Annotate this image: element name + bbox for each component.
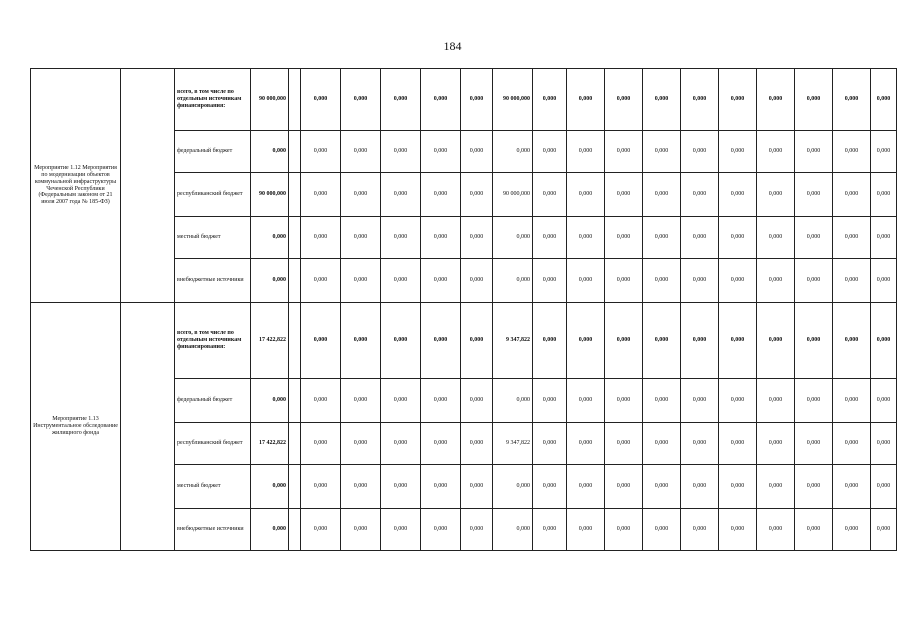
amount-cell: 0,000	[871, 131, 897, 173]
amount-cell: 0,000	[567, 173, 605, 217]
table-body	[31, 69, 905, 551]
amount-cell: 0,000	[461, 69, 493, 131]
amount-cell: 0,000	[493, 259, 533, 303]
amount-cell: 0,000	[795, 465, 833, 509]
narrow-cell	[289, 465, 301, 509]
amount-cell: 0,000	[421, 465, 461, 509]
amount-cell: 0,000	[533, 131, 567, 173]
amount-cell: 0,000	[301, 509, 341, 551]
amount-cell: 0,000	[871, 303, 897, 379]
total-amount: 0,000	[251, 259, 289, 303]
funding-source: всего, в том числе по отдельным источникам финансирования:	[175, 303, 251, 379]
amount-cell: 0,000	[605, 131, 643, 173]
amount-cell: 0,000	[301, 69, 341, 131]
amount-cell: 0,000	[493, 379, 533, 423]
amount-cell: 0,000	[421, 379, 461, 423]
amount-cell: 0,000	[605, 69, 643, 131]
amount-cell: 0,000	[301, 131, 341, 173]
executor-cell	[121, 69, 175, 303]
amount-cell: 0,000	[757, 69, 795, 131]
funding-source: республиканский бюджет	[175, 423, 251, 465]
total-amount: 0,000	[251, 217, 289, 259]
page-number: 184	[443, 39, 462, 53]
amount-cell: 0,000	[833, 131, 871, 173]
amount-cell: 0,000	[567, 509, 605, 551]
funding-source: федеральный бюджет	[175, 131, 251, 173]
amount-cell: 0,000	[833, 423, 871, 465]
budget-table	[30, 68, 905, 551]
funding-source: внебюджетные источники	[175, 259, 251, 303]
amount-cell: 0,000	[567, 465, 605, 509]
amount-cell: 0,000	[567, 69, 605, 131]
amount-cell: 0,000	[381, 303, 421, 379]
amount-cell: 0,000	[719, 131, 757, 173]
amount-cell: 0,000	[643, 379, 681, 423]
narrow-cell	[289, 69, 301, 131]
funding-source: федеральный бюджет	[175, 379, 251, 423]
amount-cell: 0,000	[795, 509, 833, 551]
amount-cell: 0,000	[301, 259, 341, 303]
event-name: Мероприятие 1.12 Мероприятия по модернизации объектов коммунальной инфраструктуры Чеченской Республики (Федеральным законом от 21 июля 2007 года № 185-ФЗ)	[31, 69, 121, 303]
amount-cell: 0,000	[757, 217, 795, 259]
amount-cell: 0,000	[381, 465, 421, 509]
amount-cell: 9 347,822	[493, 303, 533, 379]
amount-cell: 0,000	[381, 259, 421, 303]
amount-cell: 0,000	[421, 509, 461, 551]
amount-cell: 0,000	[795, 131, 833, 173]
amount-cell: 0,000	[567, 217, 605, 259]
amount-cell: 0,000	[493, 131, 533, 173]
amount-cell: 0,000	[301, 173, 341, 217]
amount-cell: 0,000	[643, 69, 681, 131]
total-amount: 0,000	[251, 509, 289, 551]
total-amount: 0,000	[251, 465, 289, 509]
amount-cell: 0,000	[533, 465, 567, 509]
amount-cell: 0,000	[421, 303, 461, 379]
amount-cell: 0,000	[381, 131, 421, 173]
amount-cell: 0,000	[643, 303, 681, 379]
amount-cell: 0,000	[605, 173, 643, 217]
total-amount: 0,000	[251, 379, 289, 423]
amount-cell: 0,000	[605, 303, 643, 379]
amount-cell: 0,000	[833, 379, 871, 423]
amount-cell: 0,000	[341, 131, 381, 173]
amount-cell: 0,000	[643, 423, 681, 465]
executor-cell	[121, 303, 175, 551]
amount-cell: 0,000	[795, 69, 833, 131]
amount-cell: 0,000	[871, 69, 897, 131]
amount-cell: 0,000	[461, 423, 493, 465]
narrow-cell	[289, 131, 301, 173]
amount-cell: 0,000	[719, 423, 757, 465]
amount-cell: 0,000	[643, 509, 681, 551]
amount-cell: 0,000	[871, 173, 897, 217]
amount-cell: 0,000	[643, 217, 681, 259]
amount-cell: 0,000	[381, 379, 421, 423]
amount-cell: 0,000	[605, 465, 643, 509]
funding-source: местный бюджет	[175, 465, 251, 509]
amount-cell: 0,000	[533, 69, 567, 131]
amount-cell: 0,000	[381, 217, 421, 259]
amount-cell: 0,000	[461, 259, 493, 303]
funding-source: местный бюджет	[175, 217, 251, 259]
amount-cell: 0,000	[719, 465, 757, 509]
amount-cell: 0,000	[795, 217, 833, 259]
amount-cell: 0,000	[795, 303, 833, 379]
amount-cell: 0,000	[681, 259, 719, 303]
amount-cell: 0,000	[719, 379, 757, 423]
amount-cell: 0,000	[493, 217, 533, 259]
amount-cell: 0,000	[833, 259, 871, 303]
amount-cell: 0,000	[493, 465, 533, 509]
amount-cell: 0,000	[421, 131, 461, 173]
amount-cell: 0,000	[681, 465, 719, 509]
amount-cell: 0,000	[421, 259, 461, 303]
amount-cell: 0,000	[757, 379, 795, 423]
amount-cell: 90 000,000	[493, 69, 533, 131]
amount-cell: 0,000	[461, 509, 493, 551]
amount-cell: 0,000	[533, 173, 567, 217]
amount-cell: 0,000	[757, 509, 795, 551]
amount-cell: 0,000	[461, 303, 493, 379]
amount-cell: 0,000	[757, 131, 795, 173]
amount-cell: 0,000	[681, 131, 719, 173]
amount-cell: 0,000	[605, 509, 643, 551]
amount-cell: 0,000	[461, 173, 493, 217]
narrow-cell	[289, 173, 301, 217]
amount-cell: 90 000,000	[493, 173, 533, 217]
amount-cell: 0,000	[833, 509, 871, 551]
narrow-cell	[289, 379, 301, 423]
amount-cell: 0,000	[567, 379, 605, 423]
amount-cell: 0,000	[341, 69, 381, 131]
amount-cell: 0,000	[643, 173, 681, 217]
amount-cell: 0,000	[643, 465, 681, 509]
amount-cell: 0,000	[719, 303, 757, 379]
amount-cell: 0,000	[341, 259, 381, 303]
amount-cell: 0,000	[567, 303, 605, 379]
total-amount: 17 422,822	[251, 423, 289, 465]
amount-cell: 0,000	[461, 217, 493, 259]
total-amount: 90 000,000	[251, 69, 289, 131]
amount-cell: 0,000	[871, 379, 897, 423]
amount-cell: 0,000	[833, 303, 871, 379]
narrow-cell	[289, 259, 301, 303]
amount-cell: 0,000	[757, 303, 795, 379]
narrow-cell	[289, 303, 301, 379]
narrow-cell	[289, 423, 301, 465]
amount-cell: 0,000	[871, 465, 897, 509]
narrow-cell	[289, 509, 301, 551]
amount-cell: 0,000	[301, 303, 341, 379]
amount-cell: 0,000	[421, 423, 461, 465]
amount-cell: 0,000	[795, 423, 833, 465]
amount-cell: 0,000	[681, 423, 719, 465]
amount-cell: 0,000	[757, 259, 795, 303]
amount-cell: 0,000	[681, 69, 719, 131]
funding-source: республиканский бюджет	[175, 173, 251, 217]
amount-cell: 0,000	[381, 423, 421, 465]
amount-cell: 0,000	[301, 217, 341, 259]
amount-cell: 0,000	[681, 509, 719, 551]
event-name: Мероприятие 1.13 Инструментальное обследование жилищного фонда	[31, 303, 121, 551]
amount-cell: 0,000	[493, 509, 533, 551]
amount-cell: 0,000	[341, 423, 381, 465]
amount-cell: 0,000	[643, 259, 681, 303]
table-row	[31, 69, 905, 131]
amount-cell: 0,000	[421, 69, 461, 131]
amount-cell: 0,000	[533, 259, 567, 303]
amount-cell: 0,000	[681, 173, 719, 217]
amount-cell: 0,000	[643, 131, 681, 173]
amount-cell: 0,000	[833, 465, 871, 509]
amount-cell: 0,000	[461, 379, 493, 423]
amount-cell: 0,000	[719, 509, 757, 551]
amount-cell: 0,000	[719, 173, 757, 217]
amount-cell: 0,000	[871, 259, 897, 303]
amount-cell: 0,000	[567, 259, 605, 303]
amount-cell: 0,000	[833, 69, 871, 131]
amount-cell: 0,000	[795, 259, 833, 303]
amount-cell: 0,000	[757, 465, 795, 509]
amount-cell: 0,000	[605, 423, 643, 465]
narrow-cell	[289, 217, 301, 259]
amount-cell: 0,000	[871, 217, 897, 259]
amount-cell: 0,000	[381, 173, 421, 217]
amount-cell: 0,000	[605, 379, 643, 423]
amount-cell: 0,000	[567, 131, 605, 173]
amount-cell: 0,000	[605, 217, 643, 259]
amount-cell: 0,000	[533, 303, 567, 379]
amount-cell: 0,000	[421, 217, 461, 259]
amount-cell: 0,000	[301, 423, 341, 465]
total-amount: 17 422,822	[251, 303, 289, 379]
amount-cell: 0,000	[833, 173, 871, 217]
amount-cell: 0,000	[341, 509, 381, 551]
amount-cell: 0,000	[461, 131, 493, 173]
total-amount: 90 000,000	[251, 173, 289, 217]
amount-cell: 0,000	[719, 69, 757, 131]
amount-cell: 0,000	[871, 423, 897, 465]
amount-cell: 0,000	[421, 173, 461, 217]
amount-cell: 0,000	[381, 69, 421, 131]
amount-cell: 0,000	[719, 217, 757, 259]
amount-cell: 0,000	[681, 303, 719, 379]
amount-cell: 0,000	[795, 173, 833, 217]
amount-cell: 0,000	[795, 379, 833, 423]
amount-cell: 0,000	[719, 259, 757, 303]
amount-cell: 0,000	[605, 259, 643, 303]
amount-cell: 0,000	[301, 465, 341, 509]
amount-cell: 0,000	[341, 217, 381, 259]
funding-source: всего, в том числе по отдельным источникам финансирования:	[175, 69, 251, 131]
amount-cell: 0,000	[871, 509, 897, 551]
amount-cell: 0,000	[341, 303, 381, 379]
amount-cell: 0,000	[341, 379, 381, 423]
amount-cell: 0,000	[301, 379, 341, 423]
amount-cell: 0,000	[341, 465, 381, 509]
amount-cell: 0,000	[533, 379, 567, 423]
total-amount: 0,000	[251, 131, 289, 173]
table-row	[31, 303, 905, 379]
funding-source: внебюджетные источники	[175, 509, 251, 551]
amount-cell: 0,000	[533, 509, 567, 551]
amount-cell: 0,000	[833, 217, 871, 259]
amount-cell: 0,000	[681, 379, 719, 423]
amount-cell: 0,000	[757, 173, 795, 217]
amount-cell: 0,000	[341, 173, 381, 217]
amount-cell: 0,000	[461, 465, 493, 509]
amount-cell: 0,000	[533, 217, 567, 259]
amount-cell: 0,000	[381, 509, 421, 551]
amount-cell: 9 347,822	[493, 423, 533, 465]
amount-cell: 0,000	[681, 217, 719, 259]
amount-cell: 0,000	[533, 423, 567, 465]
amount-cell: 0,000	[567, 423, 605, 465]
amount-cell: 0,000	[757, 423, 795, 465]
